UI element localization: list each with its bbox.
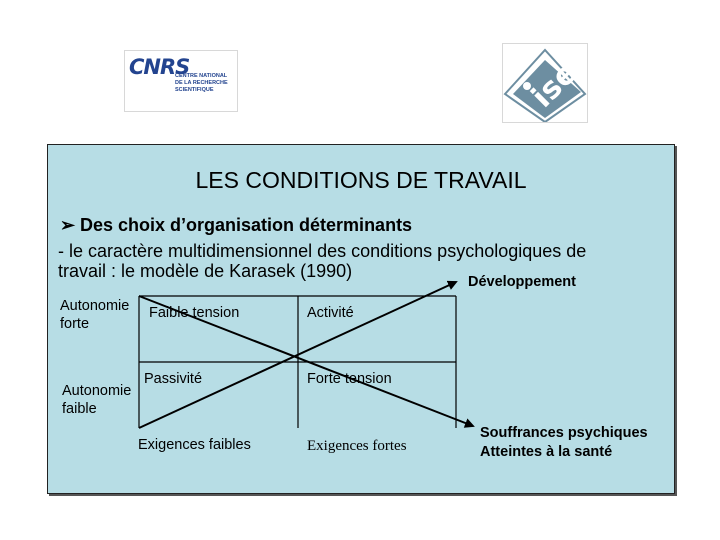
cnrs-logo — [124, 50, 238, 112]
ise-logo — [502, 43, 588, 123]
cnrs-logo-mark: CNRS — [129, 55, 190, 79]
demands-low-label: Exigences faibles — [138, 437, 251, 453]
bullet-item — [60, 215, 412, 236]
quadrant-passive: Passivité — [144, 371, 203, 387]
description-line-2: travail : le modèle de Karasek (1990) — [58, 261, 353, 281]
quadrant-high-strain: Forte tension — [307, 371, 392, 387]
autonomy-low-label: Autonomie faible — [62, 383, 132, 417]
outcome-label: Souffrances psychiques Atteintes à la santé — [480, 425, 648, 460]
bullet-text: Des choix d’organisation déterminants — [80, 215, 413, 235]
content-panel — [47, 144, 675, 494]
ise-logo-mark: ise — [525, 55, 585, 115]
description-line-1: - le caractère multidimensionnel des conditions psychologiques de — [58, 241, 587, 261]
slide-title: LES CONDITIONS DE TRAVAIL — [195, 167, 527, 193]
quadrant-low-strain: Faible tension — [149, 305, 240, 321]
development-label: Développement — [468, 274, 576, 290]
demands-high-label: Exigences fortes — [307, 438, 407, 454]
arrowhead-bullet-icon: ➢ — [60, 215, 76, 235]
cnrs-logo-text: CENTRE NATIONAL DE LA RECHERCHE SCIENTIFIQUE — [175, 73, 228, 93]
ise-logo-graphic — [503, 44, 587, 122]
autonomy-high-label: Autonomie forte — [60, 298, 130, 332]
quadrant-active: Activité — [307, 305, 354, 321]
